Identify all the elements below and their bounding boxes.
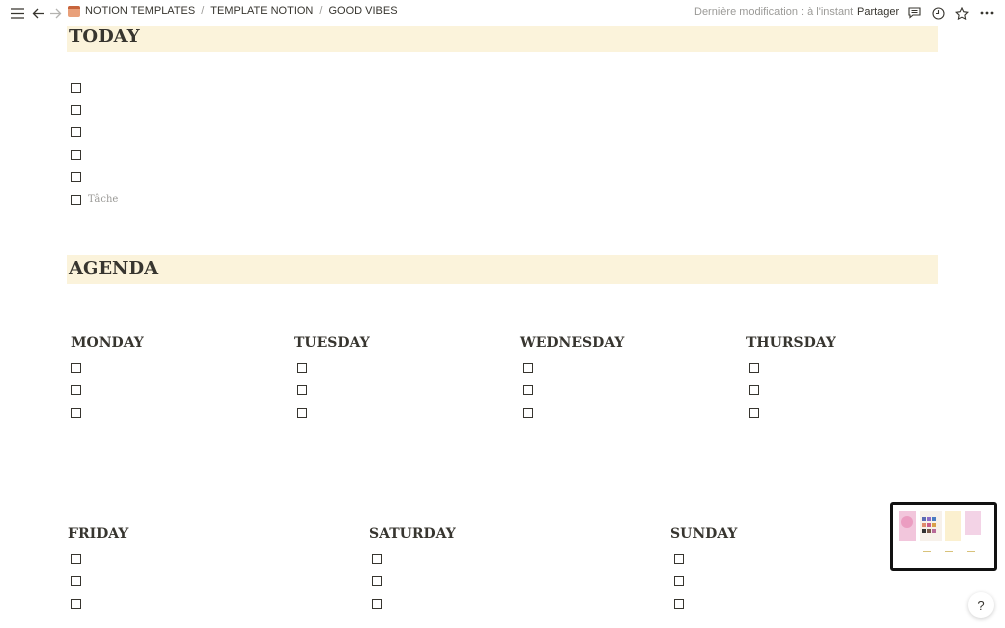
day-title-tuesday: TUESDAY xyxy=(294,335,370,351)
day-title-friday: FRIDAY xyxy=(68,526,129,542)
checkbox[interactable] xyxy=(71,105,81,115)
checkbox[interactable] xyxy=(297,363,307,373)
day-title-monday: MONDAY xyxy=(71,335,144,351)
todo-item[interactable] xyxy=(749,363,759,373)
breadcrumb-item[interactable]: GOOD VIBES xyxy=(328,5,398,17)
todo-item[interactable] xyxy=(523,408,533,418)
arrow-right-icon[interactable] xyxy=(47,4,63,22)
checkbox[interactable] xyxy=(523,363,533,373)
checkbox[interactable] xyxy=(71,554,81,564)
checkbox[interactable] xyxy=(674,599,684,609)
todo-item[interactable] xyxy=(71,150,81,160)
todo-item[interactable] xyxy=(71,105,81,115)
checkbox[interactable] xyxy=(749,408,759,418)
help-button[interactable]: ? xyxy=(968,592,994,618)
todo-item[interactable] xyxy=(297,408,307,418)
agenda-heading: AGENDA xyxy=(67,255,938,284)
todo-item[interactable] xyxy=(71,554,81,564)
todo-item[interactable] xyxy=(71,83,81,93)
clock-icon[interactable] xyxy=(930,4,946,22)
checkbox[interactable] xyxy=(297,408,307,418)
todo-item[interactable] xyxy=(71,127,81,137)
todo-item[interactable] xyxy=(297,363,307,373)
todo-item[interactable] xyxy=(372,576,382,586)
todo-item[interactable] xyxy=(71,385,81,395)
todo-item[interactable] xyxy=(71,408,81,418)
todo-item[interactable] xyxy=(71,576,81,586)
day-title-saturday: SATURDAY xyxy=(369,526,456,542)
breadcrumb-item[interactable]: TEMPLATE NOTION xyxy=(210,5,314,17)
todo-item[interactable] xyxy=(297,385,307,395)
hamburger-icon[interactable] xyxy=(9,4,25,22)
checkbox[interactable] xyxy=(71,127,81,137)
checkbox[interactable] xyxy=(749,385,759,395)
breadcrumb-separator: / xyxy=(319,5,323,17)
todo-item[interactable] xyxy=(372,599,382,609)
checkbox[interactable] xyxy=(71,150,81,160)
last-modified-label: Dernière modification : à l'instant xyxy=(694,6,854,18)
todo-item[interactable] xyxy=(749,408,759,418)
day-title-sunday: SUNDAY xyxy=(670,526,738,542)
checkbox[interactable] xyxy=(71,385,81,395)
checkbox[interactable] xyxy=(71,599,81,609)
todo-item[interactable] xyxy=(372,554,382,564)
checkbox[interactable] xyxy=(523,385,533,395)
day-title-wednesday: WEDNESDAY xyxy=(520,335,625,351)
checkbox[interactable] xyxy=(523,408,533,418)
checkbox[interactable] xyxy=(297,385,307,395)
todo-item[interactable] xyxy=(523,363,533,373)
calendar-icon xyxy=(68,6,80,17)
checkbox[interactable] xyxy=(71,576,81,586)
checkbox[interactable] xyxy=(71,172,81,182)
checkbox[interactable] xyxy=(372,554,382,564)
todo-item[interactable] xyxy=(674,554,684,564)
top-bar xyxy=(0,0,1005,26)
checkbox[interactable] xyxy=(674,576,684,586)
checkbox[interactable] xyxy=(372,576,382,586)
todo-placeholder[interactable]: Tâche xyxy=(88,194,119,205)
todo-item[interactable] xyxy=(71,172,81,182)
breadcrumb xyxy=(68,5,398,17)
todo-item[interactable] xyxy=(71,599,81,609)
checkbox[interactable] xyxy=(674,554,684,564)
checkbox[interactable] xyxy=(71,195,81,205)
share-button[interactable]: Partager xyxy=(857,6,900,18)
todo-item[interactable] xyxy=(71,363,81,373)
star-icon[interactable] xyxy=(954,4,970,22)
checkbox[interactable] xyxy=(71,363,81,373)
checkbox[interactable] xyxy=(749,363,759,373)
todo-item[interactable] xyxy=(71,194,118,205)
today-heading: TODAY xyxy=(67,24,938,52)
todo-item[interactable] xyxy=(674,576,684,586)
arrow-left-icon[interactable] xyxy=(30,4,46,22)
todo-item[interactable] xyxy=(749,385,759,395)
page-preview-thumbnail[interactable] xyxy=(890,502,997,571)
comment-icon[interactable] xyxy=(906,4,922,22)
checkbox[interactable] xyxy=(71,83,81,93)
checkbox[interactable] xyxy=(71,408,81,418)
more-icon[interactable] xyxy=(978,4,996,22)
day-title-thursday: THURSDAY xyxy=(746,335,836,351)
todo-item[interactable] xyxy=(523,385,533,395)
checkbox[interactable] xyxy=(372,599,382,609)
breadcrumb-separator: / xyxy=(201,5,205,17)
todo-item[interactable] xyxy=(674,599,684,609)
breadcrumb-item[interactable]: NOTION TEMPLATES xyxy=(85,5,196,17)
